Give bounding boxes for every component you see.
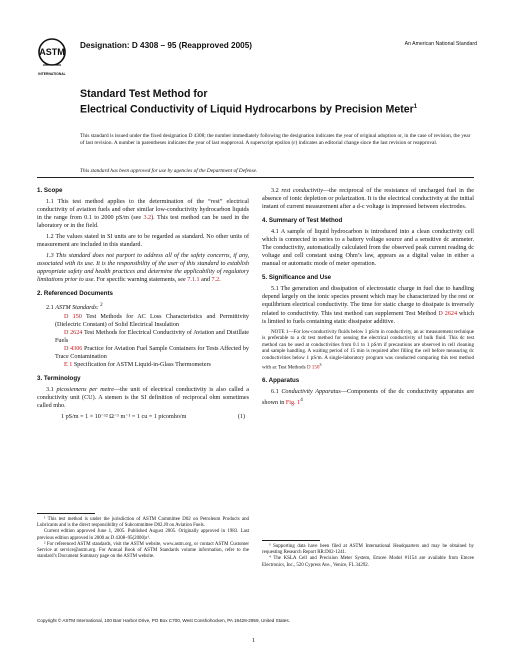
link-d2624[interactable]: D 2624	[438, 310, 458, 317]
copyright-line: Copyright © ASTM International, 100 Barr Harbor Drive, PO Box C700, West Conshohocken, PA 19428-2959, United States.	[37, 618, 290, 623]
right-column	[262, 187, 474, 407]
intro-paragraph: This standard is issued under the fixed designation D 4308; the number immediately following the designation indicates the year of original adoption or, in the case of revision, the year of last revision. A number in parentheses indicates the year of last reapproval. A superscript epsilon (ε) indicates an editorial change since the last revision or reapproval.	[80, 133, 471, 147]
para-4-1: 4.1 A sample of liquid hydrocarbon is introduced into a clean conductivity cell which is connected in series to a battery voltage source and a sensitive dc ammeter. The conductivity, automatically calculated from the observed peak current reading dc voltage and cell constant using Ohm’s law, appears as a digital value in either a manual or automatic mode of meter operation.	[262, 229, 474, 268]
section-terminology-heading: 3. Terminology	[37, 374, 81, 382]
link-fig-1[interactable]: Fig. 1	[285, 399, 301, 406]
equation-1: 1 pS/m = 1 × 10⁻¹² Ω⁻¹ m⁻¹ = 1 cu = 1 picomho/m (1)	[61, 414, 245, 421]
left-column	[37, 187, 249, 421]
section-refdocs-heading: 2. Referenced Documents	[37, 290, 113, 298]
ref-code-d150[interactable]: D 150	[64, 313, 82, 320]
para-5-1: 5.1 The generation and dissipation of electrostatic charge in fuel due to handling depend largely on the ionic species present which may be characterized by the rest or equilibrium electrical conductivity. The time for static charge to dissipate is inversely related to conductivity. This test method can supplement Test Method D 2624 which is limited to fuels containing static dissipator additive.	[262, 286, 474, 325]
title-line-1: Standard Test Method for	[80, 88, 208, 100]
document-title	[80, 88, 440, 117]
para-1-3: 1.3 This standard does not purport to address all of the safety concerns, if any, associated with its use. It is the responsibility of the user of this standard to establish appropriate safety and health practices and determine the applicability of regulatory limitations prior to use. For specific warning statements, see 7.1.1 and 7.2.	[37, 253, 249, 284]
footnote-1: ¹ This test method is under the jurisdiction of ASTM Committee D02 on Petroleum Products and Lubricants and is the direct responsibility of Subcommittee D02.J0 on Aviation Fuels.	[37, 517, 249, 529]
ref-item: D 150 Test Methods for AC Loss Characteristics and Permittivity (Dielectric Constant) of Solid Electrical Insulation	[55, 313, 249, 328]
ref-code-d2624[interactable]: D 2624	[64, 329, 83, 336]
footnote-3: ³ Supporting data have been filed at ASTM International Headquarters and may be obtained by requesting Research Report RR:D02-1241.	[262, 544, 474, 556]
svg-text:ASTM: ASTM	[39, 47, 65, 57]
svg-text:INTERNATIONAL: INTERNATIONAL	[38, 72, 66, 76]
link-7-1-1[interactable]: 7.1.1	[187, 277, 200, 284]
link-7-2[interactable]: 7.2	[211, 277, 220, 284]
footnote-4: ⁴ The KSLA Cell and Precision Meter System, Emcee Model #1154 are available from Emcee Electronics, Inc., 520 Cypress Ave., Venice, FL 34292.	[262, 556, 474, 568]
ref-code-d4306[interactable]: D 4306	[64, 345, 83, 352]
ref-item: D 2624 Test Methods for Electrical Conductivity of Aviation and Distillate Fuels	[55, 329, 249, 344]
para-1-2: 1.2 The values stated in SI units are to be regarded as standard. No other units of measurement are included in this standard.	[37, 234, 249, 249]
footnotes-left	[37, 513, 249, 560]
footnote-1-edition: Current edition approved June 1, 2005. Published August 2005. Originally approved in 1983. Last previous edition approved in 2000 as D 4308–95(2000)ε¹.	[37, 529, 249, 541]
para-6-1: 6.1 Conductivity Apparatus—Components of the dc conductivity apparatus are shown in Fig. $1^4$	[262, 388, 475, 406]
footnote-2: ² For referenced ASTM standards, visit the ASTM website, www.astm.org, or contact ASTM Customer Service at service@astm.org. For Annual Book of ASTM Standards volume information, refer to the standard’s Document Summary page on the ASTM website.	[37, 541, 249, 560]
link-3-2[interactable]: 3.2	[143, 215, 152, 222]
para-1-1: 1.1 This test method applies to the determination of the “rest” electrical conductivity of aviation fuels and other similar low-conductivity hydrocarbon liquids in the range from 0.1 to 2000 pS/m (see 3.2). This test method can be used in the laboratory or in the field.	[37, 199, 249, 230]
ref-item: E 1 Specification for ASTM Liquid-in-Glass Thermometers	[64, 361, 211, 368]
section-scope-heading: 1. Scope	[37, 187, 63, 194]
page-number: 1	[252, 637, 256, 644]
publisher-label: An American National Standard	[404, 41, 477, 47]
para-2-1: 2.1 ASTM Standards: $^2$	[46, 302, 103, 312]
link-d150[interactable]: D 150	[306, 364, 320, 371]
section-significance-heading: 5. Significance and Use	[262, 274, 332, 282]
astm-logo	[37, 38, 67, 84]
note-1: NOTE 1—For low-conductivity fluids below 1 pS/m in conductivity, an ac measurement technique is preferable to a dc test method for sensing the electrical conductivity of bulk fluid. This dc test method can be used at conductivities from 0.1 to 1 pS/m if precautions are observed in cell cleaning and sample handling. A waiting period of 15 min is required after filling the cell before measuring dc conductivities below 1 pS/m. A single-laboratory program was conducted comparing this test method with ac Test Methods D $150^3$	[262, 328, 474, 371]
designation: Designation: D 4308 – 95 (Reapproved 2005)	[80, 41, 253, 50]
para-3-1: 3.1 picosiemens per metre—the unit of electrical conductivity is also called a conductivity unit (CU). A siemen is the SI definition of reciprocal ohm sometimes called mho.	[37, 386, 249, 409]
ref-code-e1[interactable]: E 1	[64, 361, 73, 368]
dod-approval: This standard has been approved for use by agencies of the Department of Defense.	[80, 168, 258, 174]
footnotes-right	[262, 540, 474, 569]
para-3-2: 3.2 rest conductivity—the reciprocal of the resistance of uncharged fuel in the absence of ionic depletion or polarization. It is the electrical conductivity at the initial instant of current measurement after a d-c voltage is impressed between electrodes.	[262, 188, 474, 211]
ref-item: D 4306 Practice for Aviation Fuel Sample Containers for Tests Affected by Trace Contamination	[55, 345, 249, 360]
title-line-2: Electrical Conductivity of Liquid Hydrocarbons by Precision Meter$^1$	[80, 103, 418, 116]
title-footnote-mark: 1	[413, 104, 418, 110]
section-apparatus-heading: 6. Apparatus	[262, 376, 300, 384]
section-summary-heading: 4. Summary of Test Method	[262, 217, 343, 225]
header-divider	[37, 177, 474, 178]
